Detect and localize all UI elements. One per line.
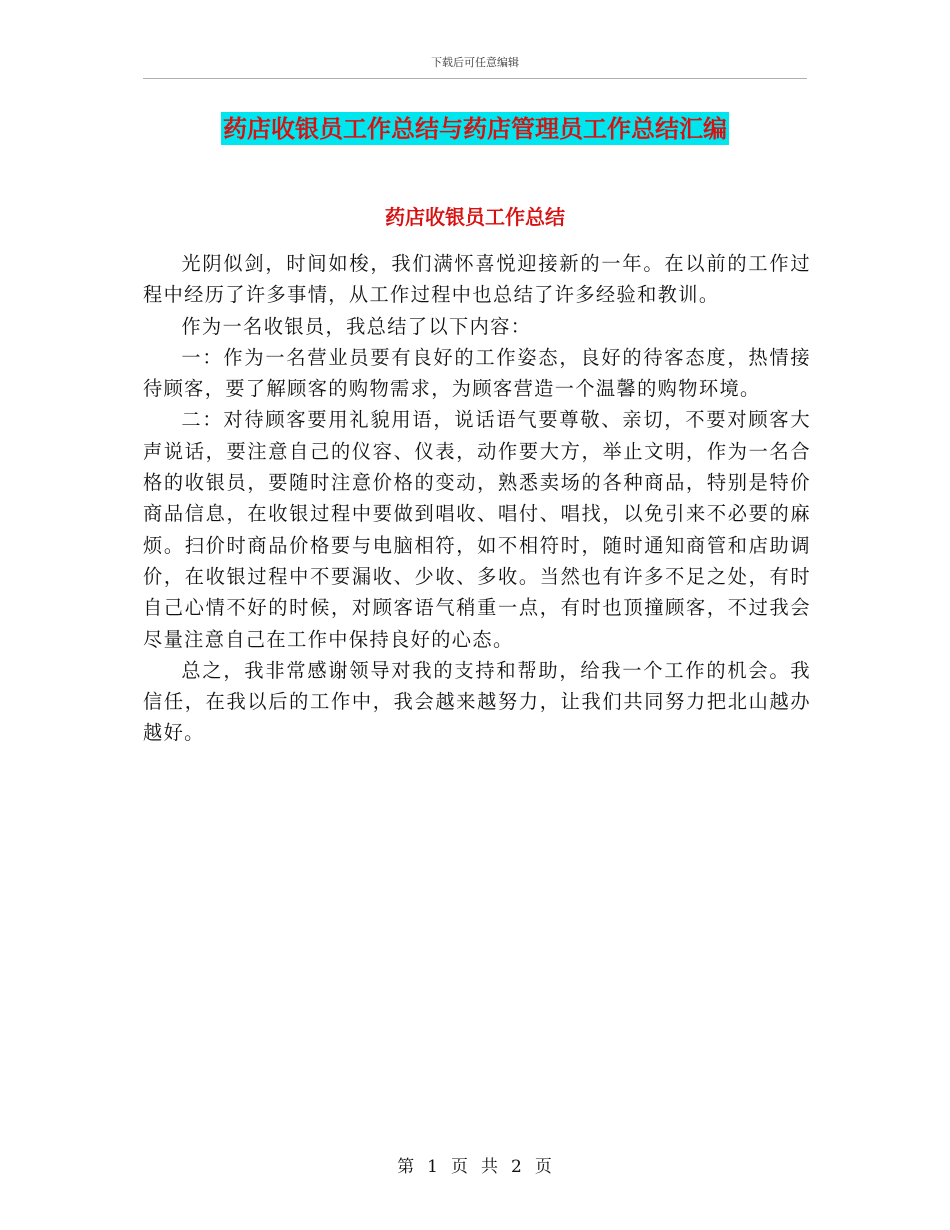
paragraph-4: 二：对待顾客要用礼貌用语，说话语气要尊敬、亲切，不要对顾客大声说话，要注意自己的仪容、仪表，动作要大方，举止文明，作为一名合格的收银员，要随时注意价格的变动，熟悉卖场的各种商品，特别是特价商品信息，在收银过程中要做到唱收、唱付、唱找，以免引来不必要的麻烦。扫价时商品价格要与电脑相符，如不相符时，随时通知商管和店助调价，在收银过程中不要漏收、少收、多收。当然也有许多不足之处，有时自己心情不好的时候，对顾客语气稍重一点，有时也顶撞顾客，不过我会尽量注意自己在工作中保持良好的心态。 <box>143 408 811 651</box>
footer-total-prefix: 共 <box>481 1157 499 1177</box>
footer-page-word: 页 <box>451 1157 469 1177</box>
footer-current-page: 1 <box>427 1157 439 1177</box>
page-number-footer <box>0 1152 950 1177</box>
paragraph-1: 光阴似剑，时间如梭，我们满怀喜悦迎接新的一年。在以前的工作过程中经历了许多事情，从工作过程中也总结了许多经验和教训。 <box>143 252 811 307</box>
paragraph-5: 总之，我非常感谢领导对我的支持和帮助，给我一个工作的机会。我信任，在我以后的工作中，我会越来越努力，让我们共同努力把北山越办越好。 <box>143 658 811 745</box>
document-title <box>0 114 950 144</box>
footer-prefix: 第 <box>397 1157 416 1177</box>
footer-suffix: 页 <box>534 1157 553 1177</box>
document-body <box>143 248 811 749</box>
paragraph-2: 作为一名收银员，我总结了以下内容： <box>181 314 532 338</box>
header-note: 下载后可任意编辑 <box>431 56 519 69</box>
footer-total-pages: 2 <box>511 1157 523 1177</box>
header-divider <box>143 78 807 79</box>
paragraph-3: 一：作为一名营业员要有良好的工作姿态，良好的待客态度，热情接待顾客，要了解顾客的购物需求，为顾客营造一个温馨的购物环境。 <box>143 345 811 401</box>
section-title: 药店收银员工作总结 <box>385 205 565 229</box>
document-title-text: 药店收银员工作总结与药店管理员工作总结汇编 <box>223 114 727 143</box>
